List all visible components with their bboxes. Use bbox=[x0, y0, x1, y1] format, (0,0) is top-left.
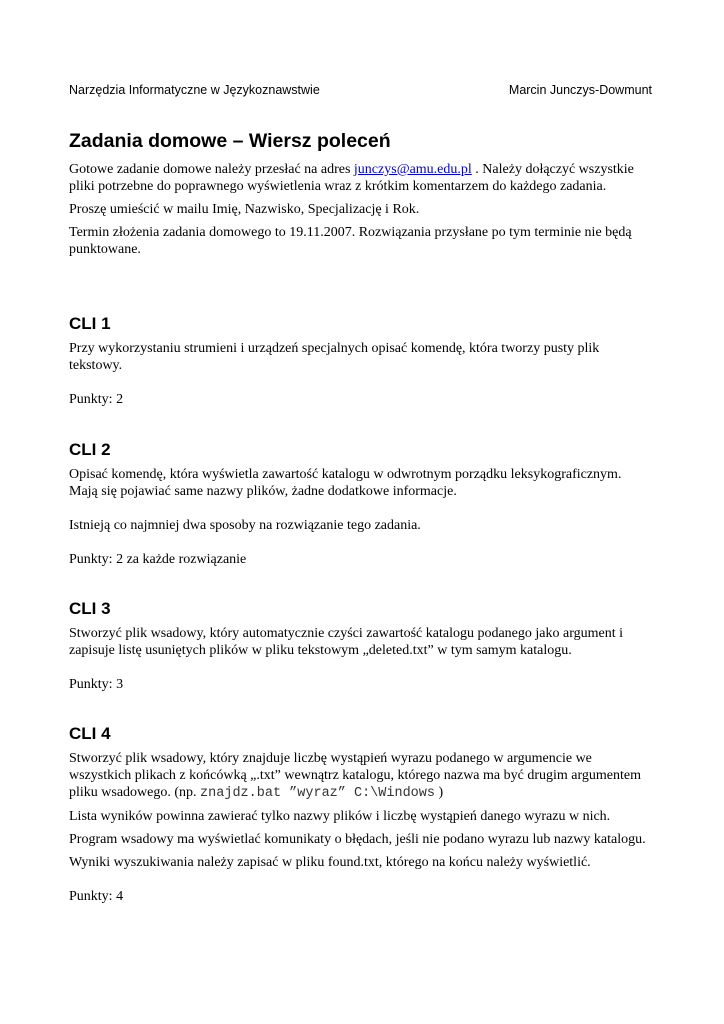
task-cli4-output: Wyniki wyszukiwania należy zapisać w pliku found.txt, którego na końcu należy wyświetlić. bbox=[69, 855, 591, 870]
task-cli3 bbox=[69, 599, 652, 699]
intro-text-after: . Należy dołączyć wszystkie pliki potrzebne do poprawnego wyświetlenia wraz z krótkim komentarzem do każdego zadania. bbox=[69, 162, 634, 194]
intro-paragraph-info: Proszę umieścić w mailu Imię, Nazwisko, Specjalizację i Rok. bbox=[69, 202, 420, 217]
task-cli4-errors: Program wsadowy ma wyświetlać komunikaty o błędach, jeśli nie podano wyrazu lub nazwy katalogu. bbox=[69, 832, 646, 847]
intro-section bbox=[69, 161, 652, 264]
task-cli2-heading: CLI 2 bbox=[69, 440, 111, 459]
intro-text-before: Gotowe zadanie domowe należy przesłać na adres bbox=[69, 162, 354, 177]
task-cli3-description: Stworzyć plik wsadowy, który automatycznie czyści zawartość katalogu podanego jako argument i zapisuje listę usuniętych plików w pliku tekstowym „deleted.txt” w tym samym katalogu. bbox=[69, 626, 623, 658]
intro-paragraph-deadline: Termin złożenia zadania domowego to 19.11.2007. Rozwiązania przysłane po tym terminie nie będą punktowane. bbox=[69, 225, 632, 257]
task-cli4-points: Punkty: 4 bbox=[69, 889, 124, 904]
task-cli4-description bbox=[69, 750, 652, 802]
page-header bbox=[69, 83, 652, 97]
task-cli4-text-after: ) bbox=[435, 785, 444, 800]
task-cli1 bbox=[69, 314, 652, 414]
task-cli2-description: Opisać komendę, która wyświetla zawartość katalogu w odwrotnym porządku leksykograficznym. Mają się pojawiać same nazwy plików, żadne dodatkowe informacje. bbox=[69, 467, 622, 499]
page-title: Zadania domowe – Wiersz poleceń bbox=[69, 130, 391, 152]
task-cli4-results: Lista wyników powinna zawierać tylko nazwy plików i liczbę wystąpień danego wyrazu w nich. bbox=[69, 809, 611, 824]
header-course-title: Narzędzia Informatyczne w Językoznawstwie bbox=[69, 83, 320, 97]
task-cli2 bbox=[69, 440, 652, 574]
intro-paragraph-submission bbox=[69, 161, 652, 195]
task-cli4-example-command: znajdz.bat ”wyraz” C:\Windows bbox=[200, 786, 435, 801]
task-cli2-note: Istnieją co najmniej dwa sposoby na rozwiązanie tego zadania. bbox=[69, 518, 421, 533]
email-link[interactable]: junczys@amu.edu.pl bbox=[353, 162, 472, 177]
task-cli4 bbox=[69, 724, 652, 911]
task-cli3-points: Punkty: 3 bbox=[69, 677, 124, 692]
task-cli4-text-before: Stworzyć plik wsadowy, który znajduje liczbę wystąpień wyrazu podanego w argumencie we wszystkich plikach z końcówką „.txt” wewnątrz katalogu, którego nazwa ma być drugim argumentem pliku wsadowego. (np. bbox=[69, 751, 641, 800]
task-cli1-points: Punkty: 2 bbox=[69, 392, 124, 407]
task-cli3-heading: CLI 3 bbox=[69, 599, 111, 618]
header-author: Marcin Junczys-Dowmunt bbox=[508, 83, 652, 97]
task-cli4-heading: CLI 4 bbox=[69, 724, 111, 743]
task-cli1-description: Przy wykorzystaniu strumieni i urządzeń specjalnych opisać komendę, która tworzy pusty plik tekstowy. bbox=[69, 341, 600, 373]
task-cli1-heading: CLI 1 bbox=[69, 314, 111, 333]
task-cli2-points: Punkty: 2 za każde rozwiązanie bbox=[69, 552, 247, 567]
